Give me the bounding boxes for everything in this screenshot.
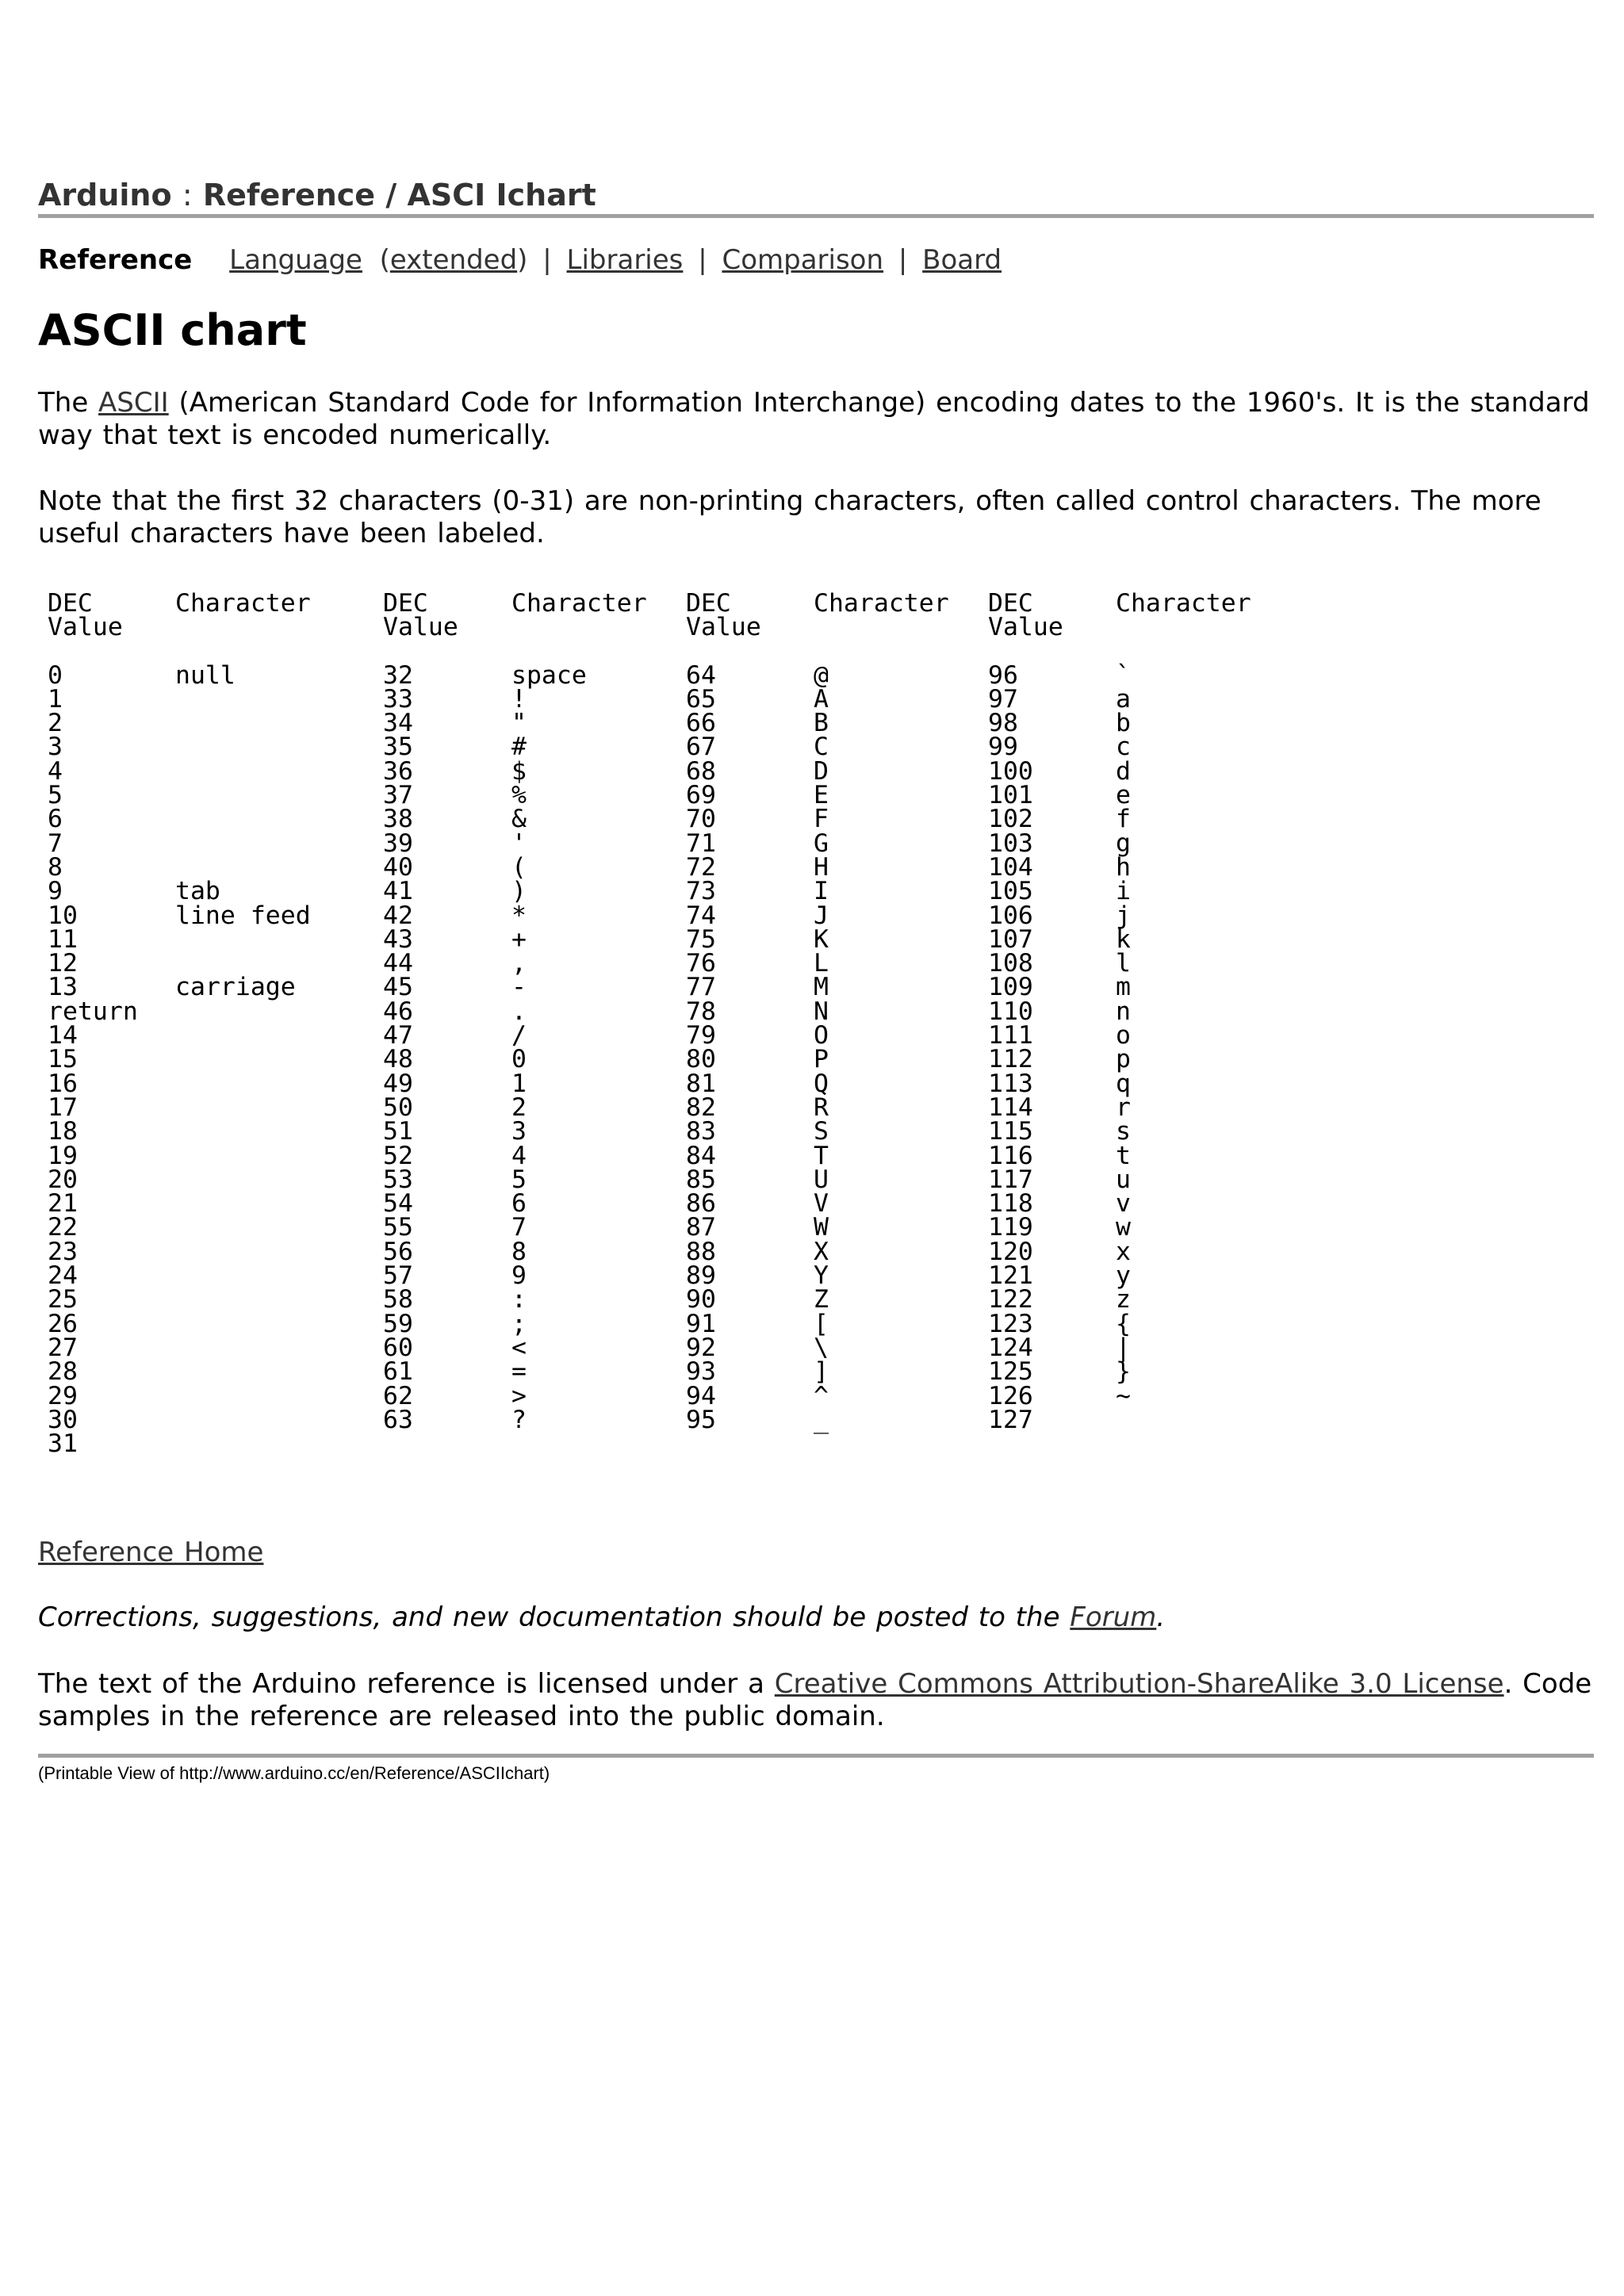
reference-home-link[interactable]: Reference Home xyxy=(38,1536,264,1568)
dec-column-32-63: 32 33 34 35 36 37 38 39 40 41 42 43 44 45 46 47 48 49 50 51 52 53 54 55 56 57 58 59 60 61 62 63 xyxy=(383,660,413,1434)
table-header-row xyxy=(48,591,1290,640)
corrections-post: . xyxy=(1156,1601,1166,1633)
nav-separator: | xyxy=(698,244,707,276)
header-character: Character xyxy=(1116,589,1251,618)
intro-paragraph xyxy=(38,387,1594,452)
nav-link-libraries[interactable]: Libraries xyxy=(566,244,684,276)
header-character: Character xyxy=(814,589,949,618)
nav-link-comparison[interactable]: Comparison xyxy=(722,244,884,276)
intro-pre: The xyxy=(38,387,99,419)
nav-link-extended[interactable]: extended xyxy=(389,244,518,276)
reference-nav xyxy=(38,243,1002,277)
header-dec-value: DEC Value xyxy=(988,589,1063,642)
breadcrumb-site: Arduino xyxy=(38,178,172,212)
header-dec-value: DEC Value xyxy=(686,589,761,642)
intro-post: (American Standard Code for Information Interchange) encoding dates to the 1960's. It is the standard way that text is encoded numerically. xyxy=(38,387,1590,451)
reference-nav-label: Reference xyxy=(38,244,193,276)
header-character: Character xyxy=(175,589,311,618)
ascii-link[interactable]: ASCII xyxy=(98,387,169,419)
nav-link-language[interactable]: Language xyxy=(229,244,362,276)
reference-home-paragraph xyxy=(38,1536,1594,1569)
char-column-96-127: ` a b c d e f g h i j k l m n o p q r s t u v w x y z { | } ~ xyxy=(1116,660,1131,1410)
printable-view-note: (Printable View of http://www.arduino.cc/en/Reference/ASCIIchart) xyxy=(38,1763,550,1783)
char-column-0-31: null tab line feed carriage xyxy=(175,660,311,1002)
breadcrumb-slash: / xyxy=(385,178,397,212)
dec-column-96-127: 96 97 98 99 100 101 102 103 104 105 106 107 108 109 110 111 112 113 114 115 116 117 118 119 120 121 122 123 124 125 126 127 xyxy=(988,660,1033,1434)
table-body-row xyxy=(48,664,1290,1456)
corrections-paragraph xyxy=(38,1601,1594,1634)
table-spacer-row xyxy=(48,640,1290,664)
page-title: ASCII chart xyxy=(38,305,307,355)
dec-column-0-31: 0 1 2 3 4 5 6 7 8 9 10 11 12 13 return 14 15 16 17 18 19 20 21 22 23 24 25 26 27 28 29 30 31 xyxy=(48,660,138,1459)
license-pre: The text of the Arduino reference is licensed under a xyxy=(38,1668,775,1700)
breadcrumb-separator: : xyxy=(182,178,193,212)
nav-link-board[interactable]: Board xyxy=(922,244,1002,276)
nav-separator: | xyxy=(898,244,908,276)
ascii-table xyxy=(48,589,1290,1459)
breadcrumb xyxy=(38,176,596,214)
header-dec-value: DEC Value xyxy=(383,589,458,642)
license-paragraph xyxy=(38,1668,1594,1733)
forum-link[interactable]: Forum xyxy=(1070,1601,1157,1633)
header-divider xyxy=(38,214,1594,218)
license-post: . Code samples in the reference are released into the public domain. xyxy=(38,1668,1592,1732)
breadcrumb-section: Reference xyxy=(202,178,376,212)
char-column-32-63: space ! " # $ % & ' ( ) * + , - . / 0 1 2 3 4 5 6 7 8 9 : ; < = > ? xyxy=(511,660,587,1434)
nav-separator: | xyxy=(542,244,552,276)
paren-open: ( xyxy=(370,244,390,276)
char-column-64-95: @ A B C D E F G H I J K L M N O P Q R S T U V W X Y Z [ \ ] ^ _ xyxy=(814,660,829,1434)
note-paragraph: Note that the first 32 characters (0-31) are non-printing characters, often called control characters. The more useful characters have been labeled. xyxy=(38,485,1542,549)
header-dec-value: DEC Value xyxy=(48,589,123,642)
breadcrumb-page: ASCI Ichart xyxy=(407,178,596,212)
footer-divider xyxy=(38,1754,1594,1758)
license-link[interactable]: Creative Commons Attribution-ShareAlike 3.0 License xyxy=(774,1668,1504,1700)
corrections-pre: Corrections, suggestions, and new documentation should be posted to the xyxy=(38,1601,1071,1633)
header-character: Character xyxy=(511,589,647,618)
dec-column-64-95: 64 65 66 67 68 69 70 71 72 73 74 75 76 77 78 79 80 81 82 83 84 85 86 87 88 89 90 91 92 93 94 95 xyxy=(686,660,716,1434)
paren-close: ) xyxy=(517,244,528,276)
